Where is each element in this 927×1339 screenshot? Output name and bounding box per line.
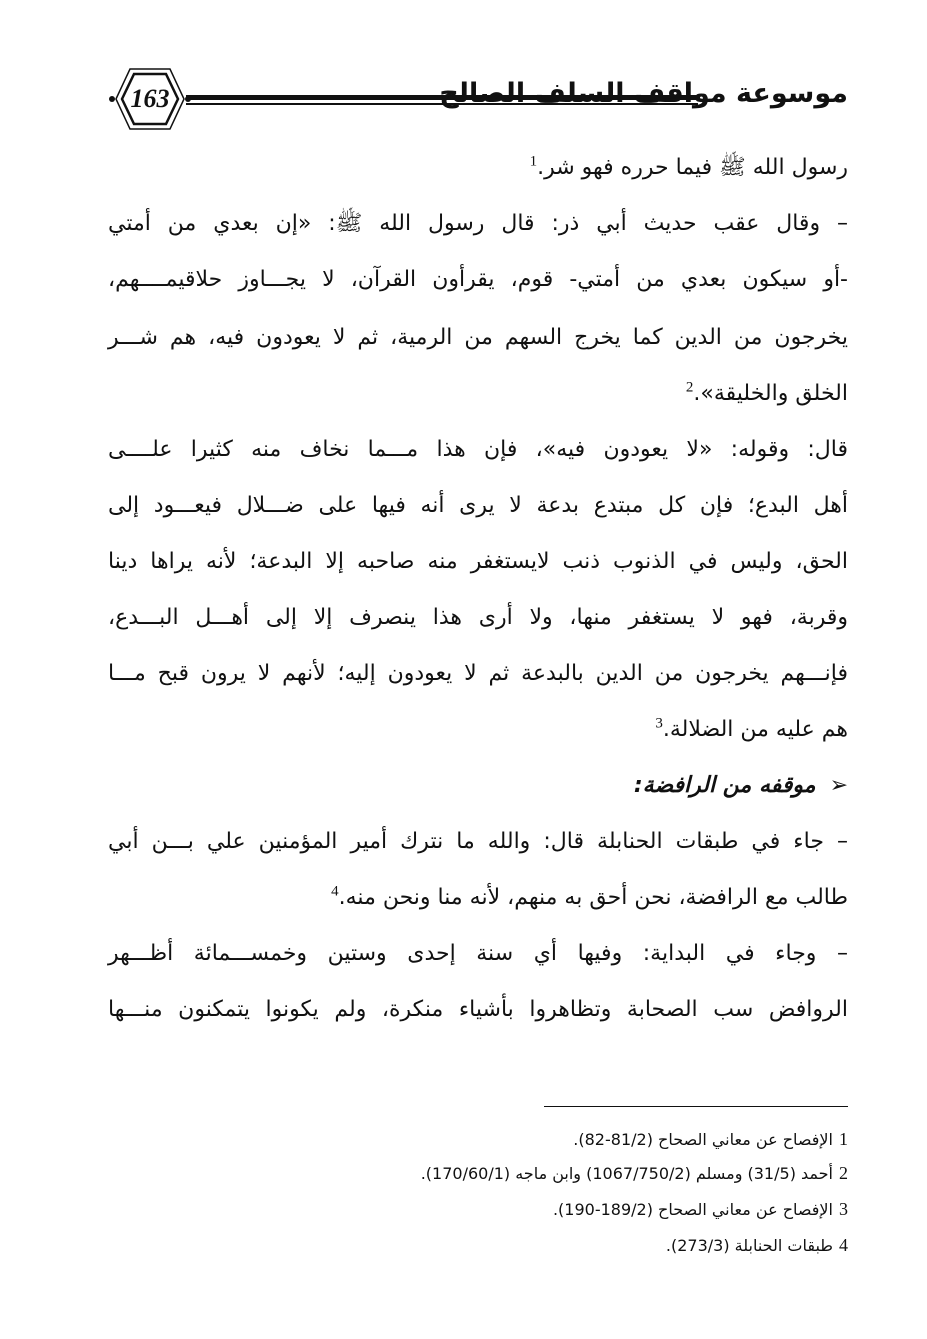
section-heading: ➢موقفه من الرافضة: (108, 764, 848, 808)
footnote-ref: 4 (331, 883, 339, 900)
text-line: – جاء في طبقات الحنابلة قال: والله ما نترك أمير المؤمنين علي بـــن أبي (108, 829, 848, 854)
text-line: وقربة، فهو لا يستغفر منها، ولا أرى هذا ينصرف إلا إلى أهـــل البـــدع، (108, 605, 848, 630)
text-line: طالب مع الرافضة، نحن أحق به منهم، لأنه منا ونحن منه.$^4$ (331, 883, 848, 910)
text-line: أهل البدع؛ فإن كل مبتدع بدعة لا يرى أنه فيها على ضـــلال فيعـــود إلى (108, 493, 848, 518)
footnote-ref: 2 (685, 379, 694, 396)
text-line: – وجاء في البداية: وفيها أي سنة إحدى وستين وخمســـمائة أظـــهر (108, 941, 848, 966)
text-line: هم عليه من الضلالة.$^3$ (655, 715, 848, 742)
page-number: 163 (130, 84, 170, 113)
text-line: قال: وقوله: «لا يعودون فيه»، فإن هذا مـــما نخاف منه كثيرا علــــى (108, 437, 848, 462)
text-line: الحق، وليس في الذنوب ذنب لايستغفر منه صاحبه إلا البدعة؛ لأنه يراها دينا (108, 549, 848, 574)
footnote-ref: 1 (529, 153, 538, 170)
footnote: 3الإفصاح عن معاني الصحاح (189/2-190). (552, 1199, 848, 1219)
text-line: الروافض سب الصحابة وتظاهروا بأشياء منكرة، ولم يكونوا يتمكنون منـــها (108, 997, 848, 1022)
footnote: 2أحمد (31/5) ومسلم (1067/750/2) وابن ماجه (170/60/1). (420, 1163, 848, 1183)
text-line: – وقال عقب حديث أبي ذر: قال رسول الله ﷺ: «إن بعدي من أمتي (108, 211, 848, 236)
text-line: -أو سيكون بعدي من أمتي- قوم، يقرأون القرآن، لا يجـــاوز حلاقيمــــهم، (108, 267, 848, 292)
footnote-separator (544, 1106, 848, 1107)
footnote: 1الإفصاح عن معاني الصحاح (81/2-82). (573, 1129, 848, 1149)
text-line: يخرجون من الدين كما يخرج السهم من الرمية، ثم لا يعودون فيه، هم شـــر (108, 325, 848, 350)
text-line: رسول الله ﷺ فيما حرره فهو شر.$^1$ (529, 153, 848, 180)
footnote: 4طبقات الحنابلة (273/3). (665, 1235, 848, 1255)
footnote-ref: 3 (655, 715, 663, 732)
text-line: فإنـــهم يخرجون من الدين بالبدعة ثم لا يعودون إليه؛ لأنهم لا يرون قبح مـــا (108, 661, 848, 686)
text-line: الخلق والخليقة».$^2$ (685, 379, 848, 406)
book-title: موسوعة مواقف السلف الصالح (439, 78, 848, 109)
arrow-bullet-icon: ➢ (829, 773, 848, 798)
page-number-badge (108, 66, 192, 132)
page-header (108, 66, 848, 132)
